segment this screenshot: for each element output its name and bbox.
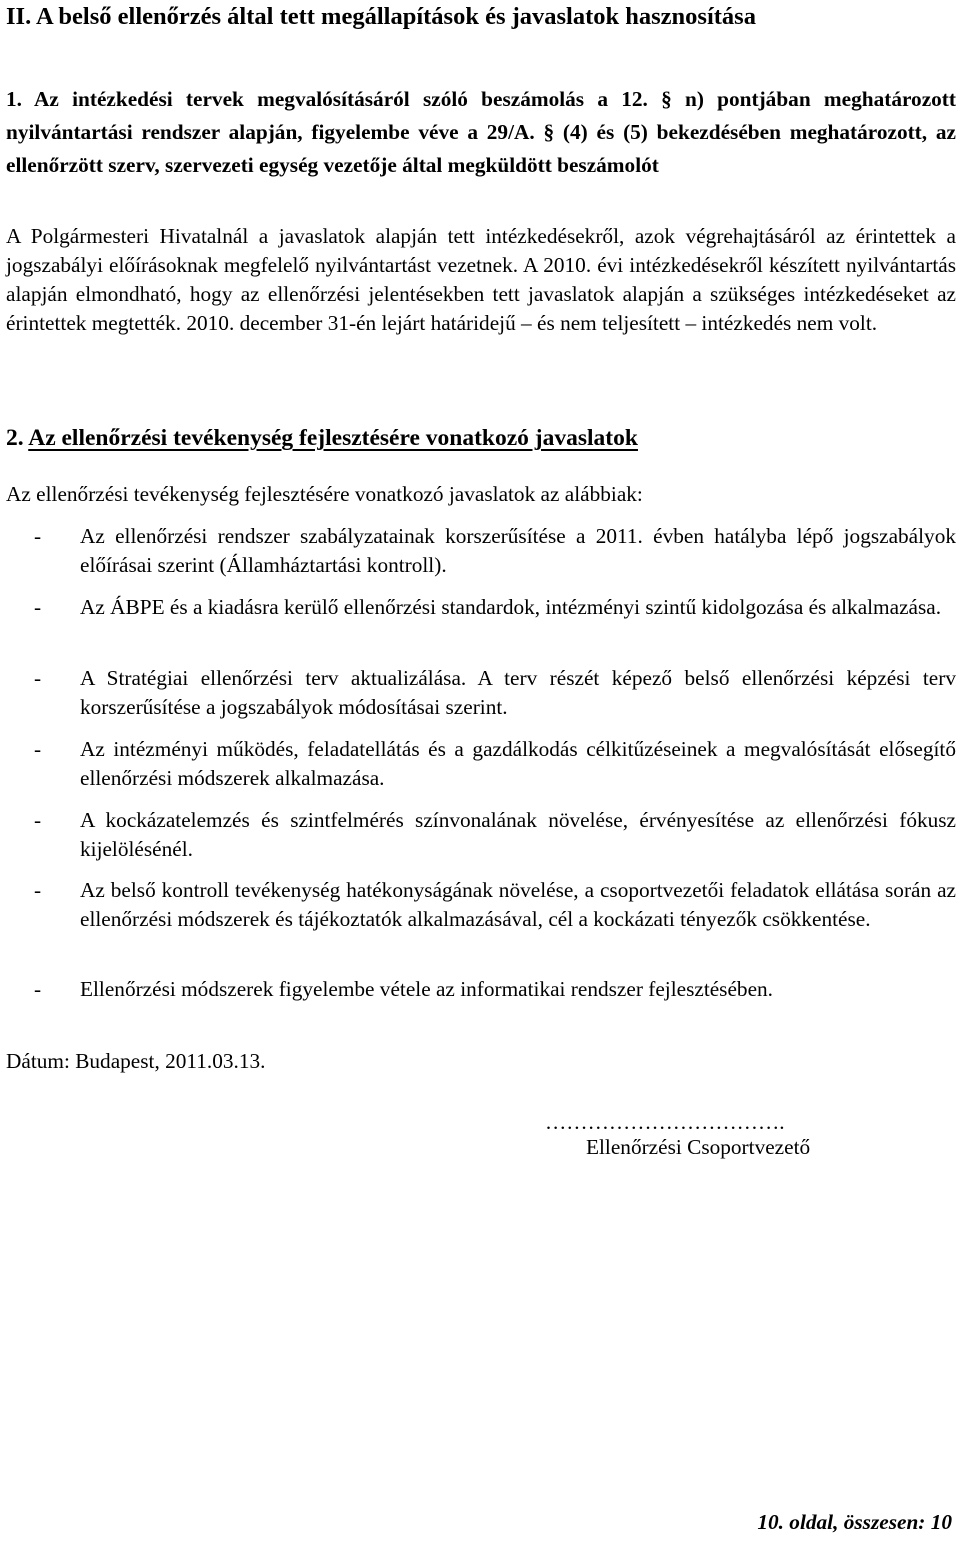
bullet-dash: - [34,808,42,832]
subsection-2-number: 2. [6,425,24,451]
signature-line: ……………………………. [545,1110,785,1134]
subsection-1-body: A Polgármesteri Hivatalnál a javaslatok alapján tett intézkedésekről, azok végrehajtásáról az érintettek a jogszabályi előírásoknak megfelelő nyilvántartást vezetnek. A 2010. évi intézkedésekről készített nyilvántartás alapján elmondható, hogy az ellenőrzési jelentésekben tett javaslatok alapján a szükséges intézkedéseket az érintettek megtették. 2010. december 31-én lejárt határidejű – és nem teljesített – intézkedés nem volt. [6,224,956,335]
list-item-text: Az ÁBPE és a kiadásra kerülő ellenőrzési standardok, intézményi szintű kidolgozása és alkalmazása. [80,595,942,619]
signature-title: Ellenőrzési Csoportvezető [586,1135,811,1159]
bullet-dash: - [34,595,42,619]
list-item-text: A kockázatelemzés és szintfelmérés színvonalának növelése, érvényesítése az ellenőrzési fókusz kijelölésénél. [80,808,956,861]
page-footer: 10. oldal, összesen: 10 [757,1510,952,1534]
list-item-text: Ellenőrzési módszerek figyelembe vétele az informatikai rendszer fejlesztésében. [80,977,774,1001]
subsection-2-title: Az ellenőrzési tevékenység fejlesztésére vonatkozó javaslatok [28,425,638,451]
bullet-dash: - [34,666,42,690]
bullet-dash: - [34,524,42,548]
list-item-text: A Stratégiai ellenőrzési terv aktualizálása. A terv részét képező belső ellenőrzési képzési terv korszerűsítése a jogszabályok módosításai szerint. [80,666,956,719]
date-line: Dátum: Budapest, 2011.03.13. [6,1049,266,1073]
subsection-2-heading [6,423,638,453]
bullet-dash: - [34,878,42,902]
list-item-text: Az intézményi működés, feladatellátás és a gazdálkodás célkitűzéseinek a megvalósítását elősegítő ellenőrzési módszerek alkalmazása. [80,737,956,790]
list-item-text: Az belső kontroll tevékenység hatékonyságának növelése, a csoportvezetői feladatok ellátása során az ellenőrzési módszerek és tájékoztatók alkalmazásával, cél a kockázati tényezők csökkentése. [80,878,956,931]
list-item-text: Az ellenőrzési rendszer szabályzatainak korszerűsítése a 2011. évben hatályba lépő jogszabályok előírásai szerint (Államháztartási kontroll). [80,524,956,577]
subsection-1-heading: 1. Az intézkedési tervek megvalósításáról szóló beszámolás a 12. § n) pontjában meghatározott nyilvántartási rendszer alapján, figyelembe véve a 29/A. § (4) és (5) bekezdésében meghatározott, az ellenőrzött szerv, szervezeti egység vezetője által megküldött beszámolót [6,87,956,177]
subsection-2-intro: Az ellenőrzési tevékenység fejlesztésére vonatkozó javaslatok az alábbiak: [6,482,643,506]
bullet-dash: - [34,737,42,761]
bullet-dash: - [34,977,42,1001]
section-heading: II. A belső ellenőrzés által tett megállapítások és javaslatok hasznosítása [6,3,756,30]
